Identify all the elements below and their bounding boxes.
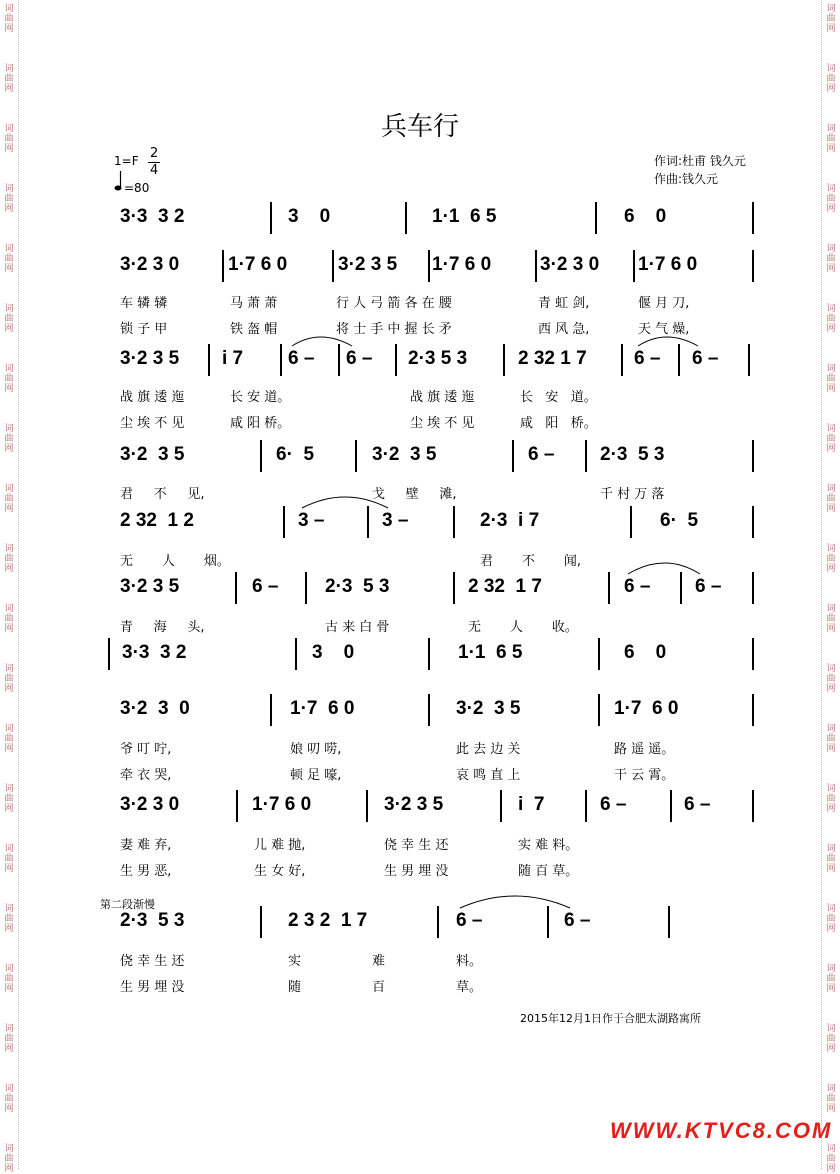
measure-notes: 1·7 6 0 [614,698,679,719]
lyric-text: 戈 壁 滩, [372,487,457,502]
lyric-text: 生 男 恶, [120,864,172,879]
lyric-text: 牵 衣 哭, [120,768,172,783]
lyric-text: 哀 鸣 直 上 [456,768,521,783]
lyric-text: 生 男 埋 没 [120,980,185,995]
measure-notes: 3·2 3 5 [456,698,521,719]
lyric-text: 尘 埃 不 见 [410,416,475,431]
lyric-text: 此 去 边 关 [456,742,521,757]
side-watermark: 词曲网 [826,364,836,394]
side-watermark: 词曲网 [4,604,14,634]
lyric-text: 千 村 万 落 [600,487,665,502]
side-watermark: 词曲网 [4,664,14,694]
measure-notes: 6 – [695,576,722,597]
lyric-text: 难 [372,954,386,969]
lyric-text: 儿 难 抛, [254,838,306,853]
side-watermark: 词曲网 [826,724,836,754]
side-watermark: 词曲网 [4,184,14,214]
side-watermark: 词曲网 [4,1024,14,1054]
lyric-text: 青 虹 剑, [538,296,590,311]
side-watermark: 词曲网 [826,484,836,514]
lyric-text: 行 人 弓 箭 各 在 腰 [336,296,452,311]
measure-notes: 3 0 [288,206,331,227]
measure-notes: 2 32 1 7 [518,348,587,369]
measure-notes: 3·2 3 0 [120,698,190,719]
lyric-text: 战 旗 逶 迤 [120,390,185,405]
measure-notes: i 7 [222,348,244,369]
tempo-marking: =80 [124,181,150,195]
side-watermark: 词曲网 [826,184,836,214]
side-watermark: 词曲网 [826,904,836,934]
side-watermark: 词曲网 [4,364,14,394]
measure-notes: 6 0 [624,642,667,663]
lyric-text: 实 难 料。 [518,838,579,853]
measure-notes: 6 – [634,348,661,369]
measure-notes: 3·2 3 0 [120,794,180,815]
lyric-text: 尘 埃 不 见 [120,416,185,431]
measure-notes: 6 – [252,576,279,597]
side-watermark: 词曲网 [4,544,14,574]
side-watermark: 词曲网 [826,64,836,94]
lyricist-credit: 作词:杜甫 钱久元 [654,154,746,168]
measure-notes: 6 – [684,794,711,815]
lyric-text: 君 不 闻, [480,554,581,569]
measure-notes: 2 32 1 2 [120,510,194,531]
side-watermark: 词曲网 [4,844,14,874]
measure-notes: 1·7 6 0 [252,794,312,815]
side-watermark: 词曲网 [826,4,836,34]
measure-notes: 3·2 3 5 [120,444,185,465]
measure-notes: 6 – [564,910,591,931]
measure-notes: 3·3 3 2 [122,642,187,663]
lyric-text: 锁 子 甲 [120,322,168,337]
side-watermark: 词曲网 [826,1024,836,1054]
side-watermark: 词曲网 [4,904,14,934]
side-watermark: 词曲网 [826,424,836,454]
lyric-text: 百 [372,980,386,995]
lyric-text: 天 气 燥, [638,322,690,337]
measure-notes: 2 32 1 7 [468,576,542,597]
measure-notes: 1·7 6 0 [290,698,355,719]
lyric-text: 随 [288,980,302,995]
measure-notes: 3·2 3 0 [540,254,600,275]
measure-notes: 1·1 6 5 [458,642,523,663]
measure-notes: 3·2 3 5 [384,794,444,815]
side-watermark: 词曲网 [4,124,14,154]
lyric-text: 料。 [456,954,483,969]
side-watermark: 词曲网 [826,964,836,994]
measure-notes: 3·2 3 0 [120,254,180,275]
measure-notes: 2·3 5 3 [325,576,390,597]
lyric-text: 路 遥 遥。 [614,742,675,757]
side-watermark: 词曲网 [4,484,14,514]
measure-notes: 6· 5 [276,444,315,465]
side-watermark: 词曲网 [826,304,836,334]
measure-notes: 6 – [528,444,555,465]
measure-notes: 3·2 3 5 [372,444,437,465]
slur [292,337,352,346]
lyric-text: 铁 盔 帽 [230,322,278,337]
measure-notes: 6 – [288,348,315,369]
side-watermark: 词曲网 [4,1144,14,1174]
side-watermark: 词曲网 [4,724,14,754]
key-signature: 1=F [114,154,139,168]
side-watermark: 词曲网 [4,4,14,34]
side-watermark: 词曲网 [826,604,836,634]
measure-notes: 6 – [624,576,651,597]
lyric-text: 古 来 白 骨 [325,620,390,635]
side-watermark: 词曲网 [4,304,14,334]
measure-notes: 6 – [692,348,719,369]
measure-notes: 2·3 5 3 [600,444,665,465]
lyric-text: 战 旗 逶 迤 [410,390,475,405]
side-watermark: 词曲网 [826,544,836,574]
measure-notes: 3·2 3 5 [120,576,180,597]
lyric-text: 马 萧 萧 [230,296,278,311]
lyric-text: 随 百 草。 [518,864,579,879]
measure-notes: i 7 [518,794,545,815]
measure-notes: 1·7 6 0 [638,254,698,275]
time-numerator: 2 [150,146,159,161]
side-watermark: 词曲网 [4,424,14,454]
measure-notes: 3 0 [312,642,355,663]
lyric-text: 侥 幸 生 还 [120,954,185,969]
slur [628,563,700,574]
lyric-text: 顿 足 嚎, [290,768,342,783]
lyric-text: 无 人 烟。 [120,554,230,569]
side-watermark: 词曲网 [826,124,836,154]
side-watermark: 词曲网 [4,784,14,814]
side-watermark: 词曲网 [826,844,836,874]
side-watermark: 词曲网 [826,784,836,814]
lyric-text: 侥 幸 生 还 [384,838,449,853]
measure-notes: 1·7 6 0 [432,254,492,275]
composer-credit: 作曲:钱久元 [654,172,719,186]
measure-notes: 6 – [346,348,373,369]
lyric-text: 长 安 道。 [230,390,291,405]
measure-notes: 3·3 3 2 [120,206,185,227]
measure-notes: 6 0 [624,206,667,227]
measure-notes: 2·3 5 3 [408,348,468,369]
lyric-text: 青 海 头, [120,620,205,635]
lyric-text: 咸 阳 桥。 [230,416,291,431]
measure-notes: 3·2 3 5 [338,254,398,275]
measure-notes: 2·3 5 3 [120,910,185,931]
song-title: 兵车行 [380,112,459,142]
side-watermark: 词曲网 [826,1084,836,1114]
lyric-text: 西 风 急, [538,322,590,337]
measure-notes: 2·3 i 7 [480,510,540,531]
lyric-text: 干 云 霄。 [614,768,675,783]
lyric-text: 无 人 收。 [468,620,578,635]
lyric-text: 生 女 好, [254,864,306,879]
measure-notes: 2 3 2 1 7 [288,910,368,931]
measure-notes: 1·1 6 5 [432,206,497,227]
lyric-text: 咸 阳 桥。 [520,416,597,431]
section-note: 第二段渐慢 [100,898,155,911]
lyric-text: 车 辚 辚 [120,296,168,311]
measure-notes: 6 – [600,794,627,815]
lyric-text: 长 安 道。 [520,390,597,405]
lyric-text: 将 士 手 中 握 长 矛 [336,322,452,337]
side-watermark: 词曲网 [826,664,836,694]
slur [638,337,698,346]
site-brand-logo: WWW.KTVC8.COM [610,1118,833,1143]
side-watermark: 词曲网 [4,964,14,994]
lyric-text: 草。 [456,980,483,995]
side-watermark: 词曲网 [826,1144,836,1174]
lyric-text: 生 男 埋 没 [384,864,449,879]
lyric-text: 妻 难 弃, [120,838,172,853]
measure-notes: 3·2 3 5 [120,348,180,369]
measure-notes: 3 – [382,510,409,531]
lyric-text: 爷 叮 咛, [120,742,172,757]
time-denominator: 4 [150,163,159,178]
measure-notes: 6 – [456,910,483,931]
slur [302,497,388,508]
lyric-text: 偃 月 刀, [638,296,690,311]
side-watermark: 词曲网 [4,1084,14,1114]
measure-notes: 3 – [298,510,325,531]
side-watermark: 词曲网 [826,244,836,274]
side-watermark: 词曲网 [4,244,14,274]
measure-notes: 6· 5 [660,510,699,531]
slur [460,896,570,908]
lyric-text: 实 [288,954,302,969]
composition-note: 2015年12月1日作于合肥太湖路寓所 [520,1012,701,1025]
lyric-text: 君 不 见, [120,487,205,502]
measure-notes: 1·7 6 0 [228,254,288,275]
lyric-text: 娘 叨 唠, [290,742,342,757]
side-watermark: 词曲网 [4,64,14,94]
